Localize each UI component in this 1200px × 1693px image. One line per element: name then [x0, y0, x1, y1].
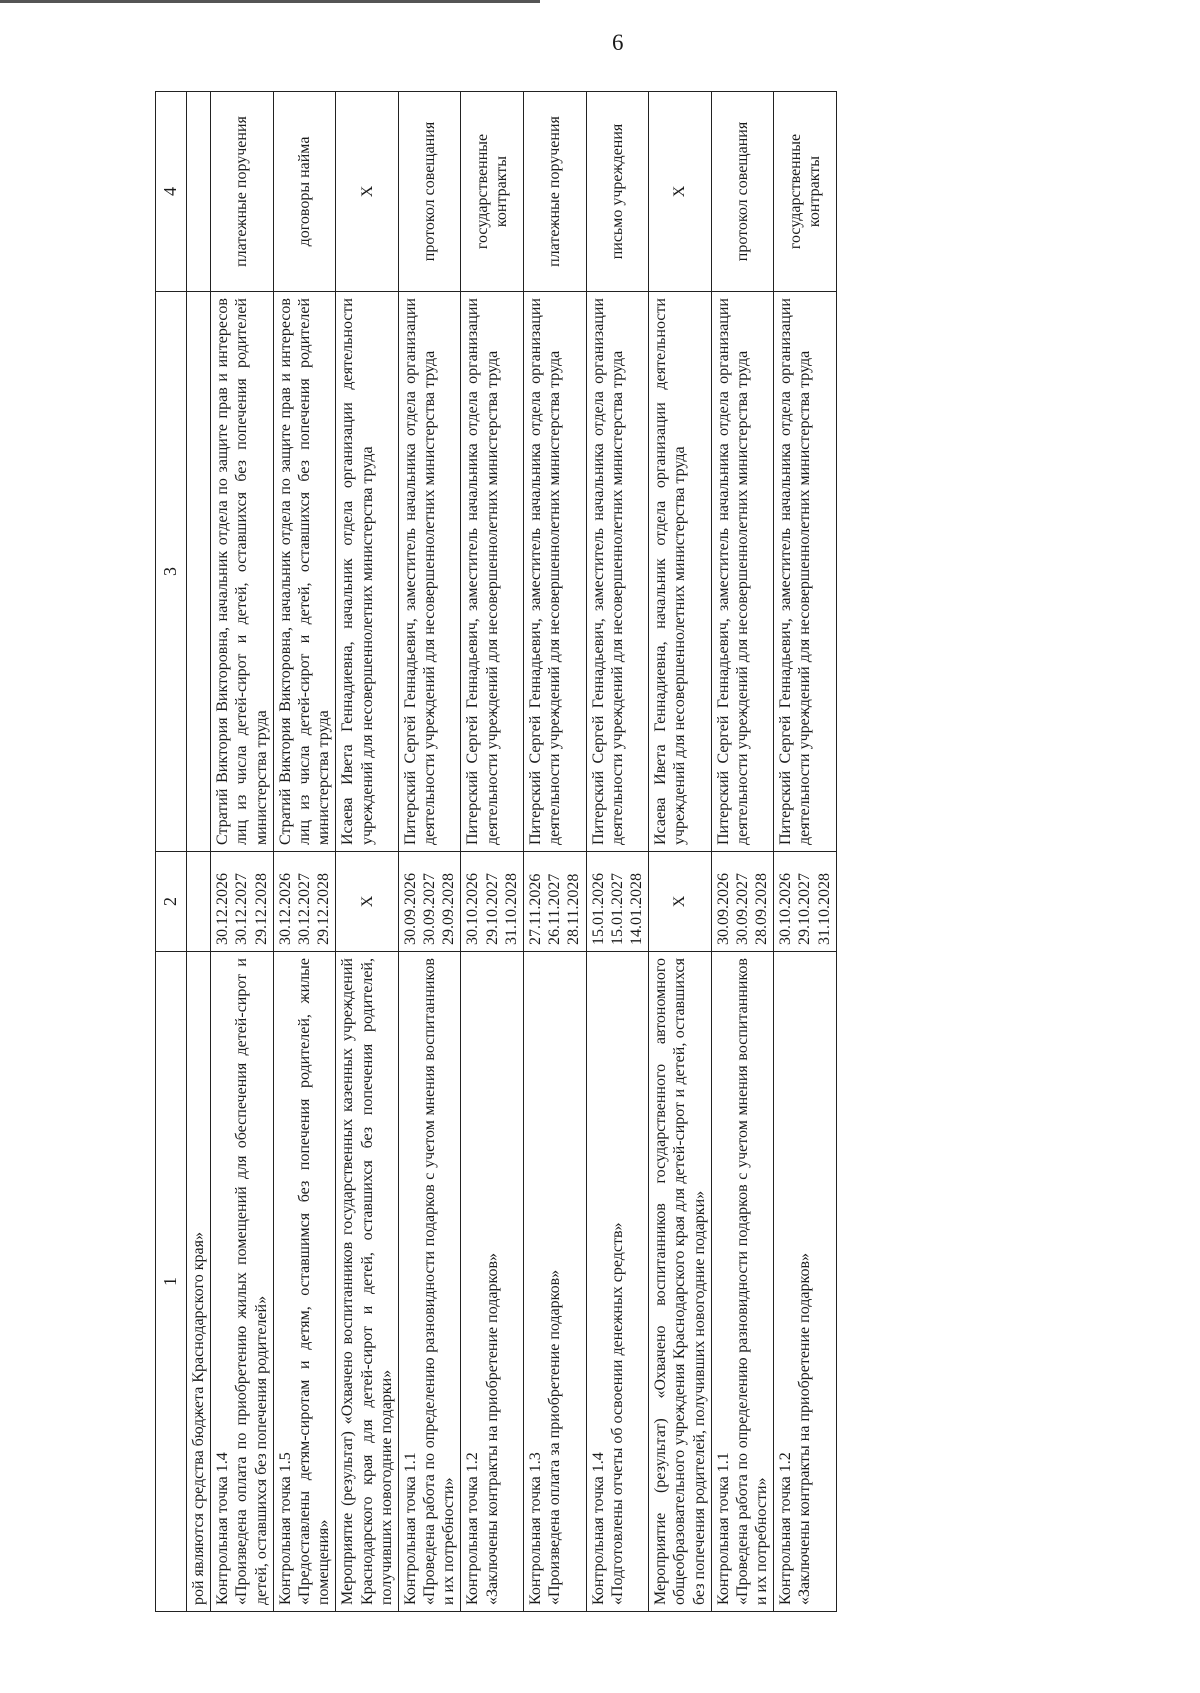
row-date: 29.12.2028 — [252, 873, 270, 945]
row-description: Контрольная точка 1.1 «Проведена работа по определению разновидности подарков с учетом мнения воспитанников и их потребности» — [398, 952, 461, 1612]
row-responsible: Питерский Сергей Геннадьевич, заместитель начальника отдела организации деятельности учреждений для несовершеннолетних министерства труда — [398, 292, 461, 852]
header-row — [156, 92, 187, 1612]
table-row — [273, 92, 336, 1612]
row-description: Контрольная точка 1.5 «Предоставлены детям-сиротам и детям, оставшимся без попечения родителей, жилые помещения» — [273, 952, 336, 1612]
row-document: протокол совещания — [398, 92, 461, 292]
table-row — [211, 92, 274, 1612]
table-body — [187, 92, 837, 1612]
row-document: государственные контракты — [774, 92, 837, 292]
row-dates — [336, 852, 399, 952]
header-col-3: 3 — [156, 292, 187, 852]
rotated-table-sheet — [155, 92, 1075, 1612]
row-date: 31.10.2028 — [815, 873, 833, 945]
row-description: Контрольная точка 1.4 «Произведена оплата по приобретению жилых помещений для обеспечения детей-сирот и детей, оставшихся без попечения родителей» — [211, 952, 274, 1612]
row-document: Х — [336, 92, 399, 292]
row-document: государственные контракты — [461, 92, 524, 292]
table-row — [774, 92, 837, 1612]
row-document: договоры найма — [273, 92, 336, 292]
row-date: 30.09.2026 — [714, 873, 732, 945]
table-row — [461, 92, 524, 1612]
row-date: 27.11.2026 — [527, 873, 544, 945]
row-date: Х — [671, 895, 689, 908]
row-date: 29.10.2027 — [483, 873, 501, 945]
row-document: Х — [649, 92, 712, 292]
row-date: 30.10.2026 — [777, 873, 795, 945]
table-row — [649, 92, 712, 1612]
row-document: платежные поручения — [524, 92, 587, 292]
row-document: протокол совещания — [711, 92, 774, 292]
row-description: Контрольная точка 1.3 «Произведена оплата за приобретение подарков» — [524, 952, 587, 1612]
row-date: 30.09.2026 — [401, 873, 419, 945]
row-responsible: Стратий Виктория Викторовна, начальник отдела по защите прав и интересов лиц из числа детей-сирот и детей, оставшихся без попечения родителей министерства труда — [211, 292, 274, 852]
row-description: Контрольная точка 1.2 «Заключены контракты на приобретение подарков» — [774, 952, 837, 1612]
table-row — [586, 92, 649, 1612]
row-responsible: Питерский Сергей Геннадьевич, заместитель начальника отдела организации деятельности учреждений для несовершеннолетних министерства труда — [774, 292, 837, 852]
row-date: 15.01.2026 — [589, 873, 607, 945]
header-col-2: 2 — [156, 852, 187, 952]
row-dates — [398, 852, 461, 952]
top-rule — [0, 0, 540, 3]
continuation-text: рой являются средства бюджета Краснодарского края» — [187, 952, 211, 1612]
page-number: 6 — [612, 30, 624, 55]
row-date: 14.01.2028 — [627, 873, 645, 945]
row-dates — [774, 852, 837, 952]
row-dates — [586, 852, 649, 952]
row-responsible: Стратий Виктория Викторовна, начальник отдела по защите прав и интересов лиц из числа детей-сирот и детей, оставшихся без попечения родителей министерства труда — [273, 292, 336, 852]
row-date: 30.12.2026 — [276, 873, 294, 945]
row-responsible: Исаева Ивета Геннадиевна, начальник отдела организации деятельности учреждений для несовершеннолетних министерства труда — [336, 292, 399, 852]
row-date: 26.11.2027 — [546, 873, 564, 945]
row-dates — [524, 852, 587, 952]
row-date: 30.12.2027 — [295, 873, 313, 945]
row-responsible: Питерский Сергей Геннадьевич, заместитель начальника отдела организации деятельности учреждений для несовершеннолетних министерства труда — [524, 292, 587, 852]
row-date: 30.12.2027 — [233, 873, 251, 945]
row-date: 30.09.2027 — [733, 873, 751, 945]
row-document: платежные поручения — [211, 92, 274, 292]
row-description: Контрольная точка 1.2 «Заключены контракты на приобретение подарков» — [461, 952, 524, 1612]
continuation-row — [187, 92, 211, 1612]
row-dates — [649, 852, 712, 952]
row-responsible: Питерский Сергей Геннадьевич, заместитель начальника отдела организации деятельности учреждений для несовершеннолетних министерства труда — [461, 292, 524, 852]
row-dates — [273, 852, 336, 952]
row-description: Мероприятие (результат) «Охвачено воспитанников государственных казенных учреждений Краснодарского края для детей-сирот и детей, оставшихся без попечения родителей, получивших новогодние подарки» — [336, 952, 399, 1612]
row-document: письмо учреждения — [586, 92, 649, 292]
plan-table — [155, 91, 837, 1612]
row-date: 28.09.2028 — [753, 873, 771, 945]
row-date: 29.12.2028 — [315, 873, 333, 945]
header-col-4: 4 — [156, 92, 187, 292]
row-date: 28.11.2028 — [565, 873, 583, 945]
row-date: 30.09.2027 — [421, 873, 439, 945]
table-row — [711, 92, 774, 1612]
table-row — [524, 92, 587, 1612]
table-row — [336, 92, 399, 1612]
row-dates — [211, 852, 274, 952]
table-row — [398, 92, 461, 1612]
row-date: 30.10.2026 — [464, 873, 482, 945]
row-date: 15.01.2027 — [608, 873, 626, 945]
row-description: Контрольная точка 1.4 «Подготовлены отчеты об освоении денежных средств» — [586, 952, 649, 1612]
row-date: 29.09.2028 — [440, 873, 458, 945]
row-description: Мероприятие (результат) «Охвачено воспитанников государственного автономного общеобразовательного учреждения Краснодарского края для детей-сирот и детей, оставшихся без попечения родителей, получивших новогодние подарки» — [649, 952, 712, 1612]
row-date: 30.12.2026 — [214, 873, 232, 945]
row-dates — [461, 852, 524, 952]
row-responsible: Исаева Ивета Геннадиевна, начальник отдела организации деятельности учреждений для несовершеннолетних министерства труда — [649, 292, 712, 852]
row-date: 29.10.2027 — [796, 873, 814, 945]
row-date: Х — [358, 895, 376, 908]
row-responsible: Питерский Сергей Геннадьевич, заместитель начальника отдела организации деятельности учреждений для несовершеннолетних министерства труда — [711, 292, 774, 852]
row-date: 31.10.2028 — [502, 873, 520, 945]
row-description: Контрольная точка 1.1 «Проведена работа по определению разновидности подарков с учетом мнения воспитанников и их потребности» — [711, 952, 774, 1612]
header-col-1: 1 — [156, 952, 187, 1612]
row-responsible: Питерский Сергей Геннадьевич, заместитель начальника отдела организации деятельности учреждений для несовершеннолетних министерства труда — [586, 292, 649, 852]
row-dates — [711, 852, 774, 952]
